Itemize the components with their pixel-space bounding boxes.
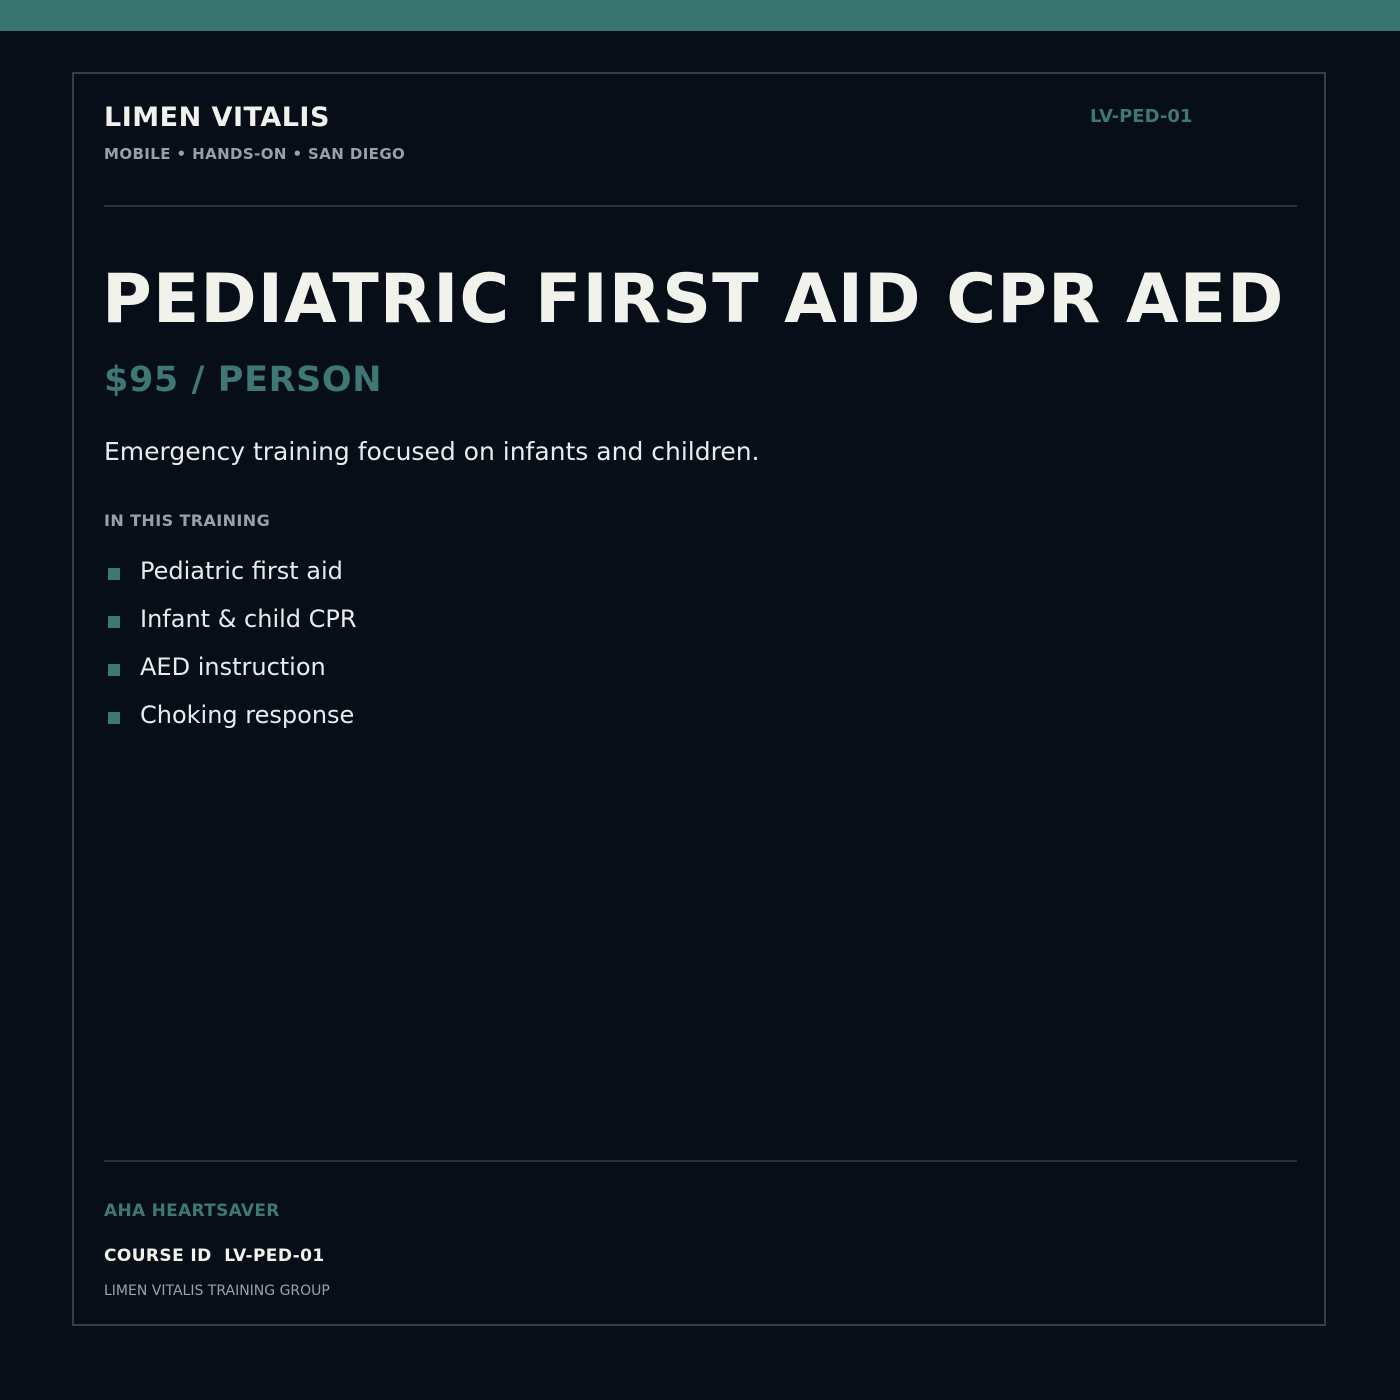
footer-divider xyxy=(104,1160,1297,1162)
square-bullet-icon xyxy=(108,616,120,628)
header-divider xyxy=(104,205,1297,207)
accent-top-bar xyxy=(0,0,1400,31)
course-id-line xyxy=(104,1245,325,1267)
square-bullet-icon xyxy=(108,712,120,724)
course-title: PEDIATRIC FIRST AID CPR AED xyxy=(102,260,1285,339)
organization-name: LIMEN VITALIS TRAINING GROUP xyxy=(104,1283,330,1299)
course-id-value: LV-PED-01 xyxy=(224,1246,325,1266)
feature-label: Pediatric first aid xyxy=(140,557,343,585)
feature-label: Choking response xyxy=(140,701,355,729)
brand-tagline: MOBILE • HANDS-ON • SAN DIEGO xyxy=(104,145,406,163)
brand-name: LIMEN VITALIS xyxy=(104,102,330,133)
course-price: $95 / PERSON xyxy=(104,360,383,400)
course-code-badge: LV-PED-01 xyxy=(1090,106,1193,127)
certification-label: AHA HEARTSAVER xyxy=(104,1201,280,1221)
square-bullet-icon xyxy=(108,568,120,580)
feature-label: Infant & child CPR xyxy=(140,605,357,633)
features-section-label: IN THIS TRAINING xyxy=(104,511,271,530)
square-bullet-icon xyxy=(108,664,120,676)
course-id-label: COURSE ID xyxy=(104,1246,212,1266)
course-description: Emergency training focused on infants and children. xyxy=(104,437,760,466)
feature-label: AED instruction xyxy=(140,653,326,681)
